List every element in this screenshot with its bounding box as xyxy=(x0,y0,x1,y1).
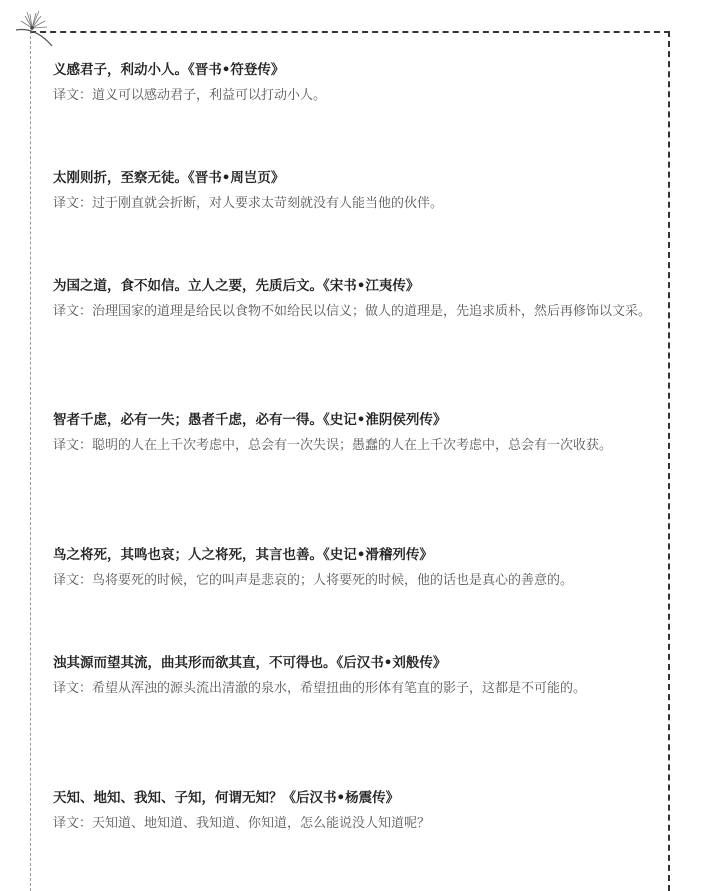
entry-translation: 译文：鸟将要死的时候，它的叫声是悲哀的；人将要死的时候，他的话也是真心的善意的。 xyxy=(53,573,574,588)
entry-quote: 天知、地知、我知、子知，何谓无知？《后汉书•杨震传》 xyxy=(53,790,400,806)
entry-5 xyxy=(53,545,653,594)
entry-quote: 义感君子，利动小人。《晋书•符登传》 xyxy=(53,62,285,78)
entry-6 xyxy=(53,653,653,702)
entry-translation: 译文：希望从浑浊的源头流出清澈的泉水，希望扭曲的形体有笔直的影子，这都是不可能的。 xyxy=(53,681,587,696)
entry-translation: 译文：治理国家的道理是给民以食物不如给民以信义；做人的道理是，先追求质朴，然后再修饰以文采。 xyxy=(53,304,652,319)
entry-quote: 智者千虑，必有一失；愚者千虑，必有一得。《史记•淮阴侯列传》 xyxy=(53,412,447,428)
entry-translation: 译文：天知道、地知道、我知道、你知道，怎么能说没人知道呢？ xyxy=(53,816,431,831)
entry-translation: 译文：过于刚直就会折断，对人要求太苛刻就没有人能当他的伙伴。 xyxy=(53,196,444,211)
entry-7 xyxy=(53,788,653,837)
dandelion-icon xyxy=(12,8,58,48)
entry-1 xyxy=(53,60,653,109)
dashed-frame xyxy=(30,31,670,891)
entry-3 xyxy=(53,276,653,325)
entry-quote: 浊其源而望其流，曲其形而欲其直，不可得也。《后汉书•刘般传》 xyxy=(53,655,447,671)
entry-quote: 为国之道，食不如信。立人之要，先质后文。《宋书•江夷传》 xyxy=(53,278,420,294)
entry-quote: 太刚则折，至察无徒。《晋书•周岂页》 xyxy=(53,170,285,186)
entry-4 xyxy=(53,410,653,459)
entry-translation: 译文：聪明的人在上千次考虑中，总会有一次失误；愚蠢的人在上千次考虑中，总会有一次收获。 xyxy=(53,438,613,453)
entry-2 xyxy=(53,168,653,217)
entry-quote: 鸟之将死，其鸣也哀；人之将死，其言也善。《史记•滑稽列传》 xyxy=(53,547,433,563)
entry-translation: 译文：道义可以感动君子，利益可以打动小人。 xyxy=(53,88,327,103)
